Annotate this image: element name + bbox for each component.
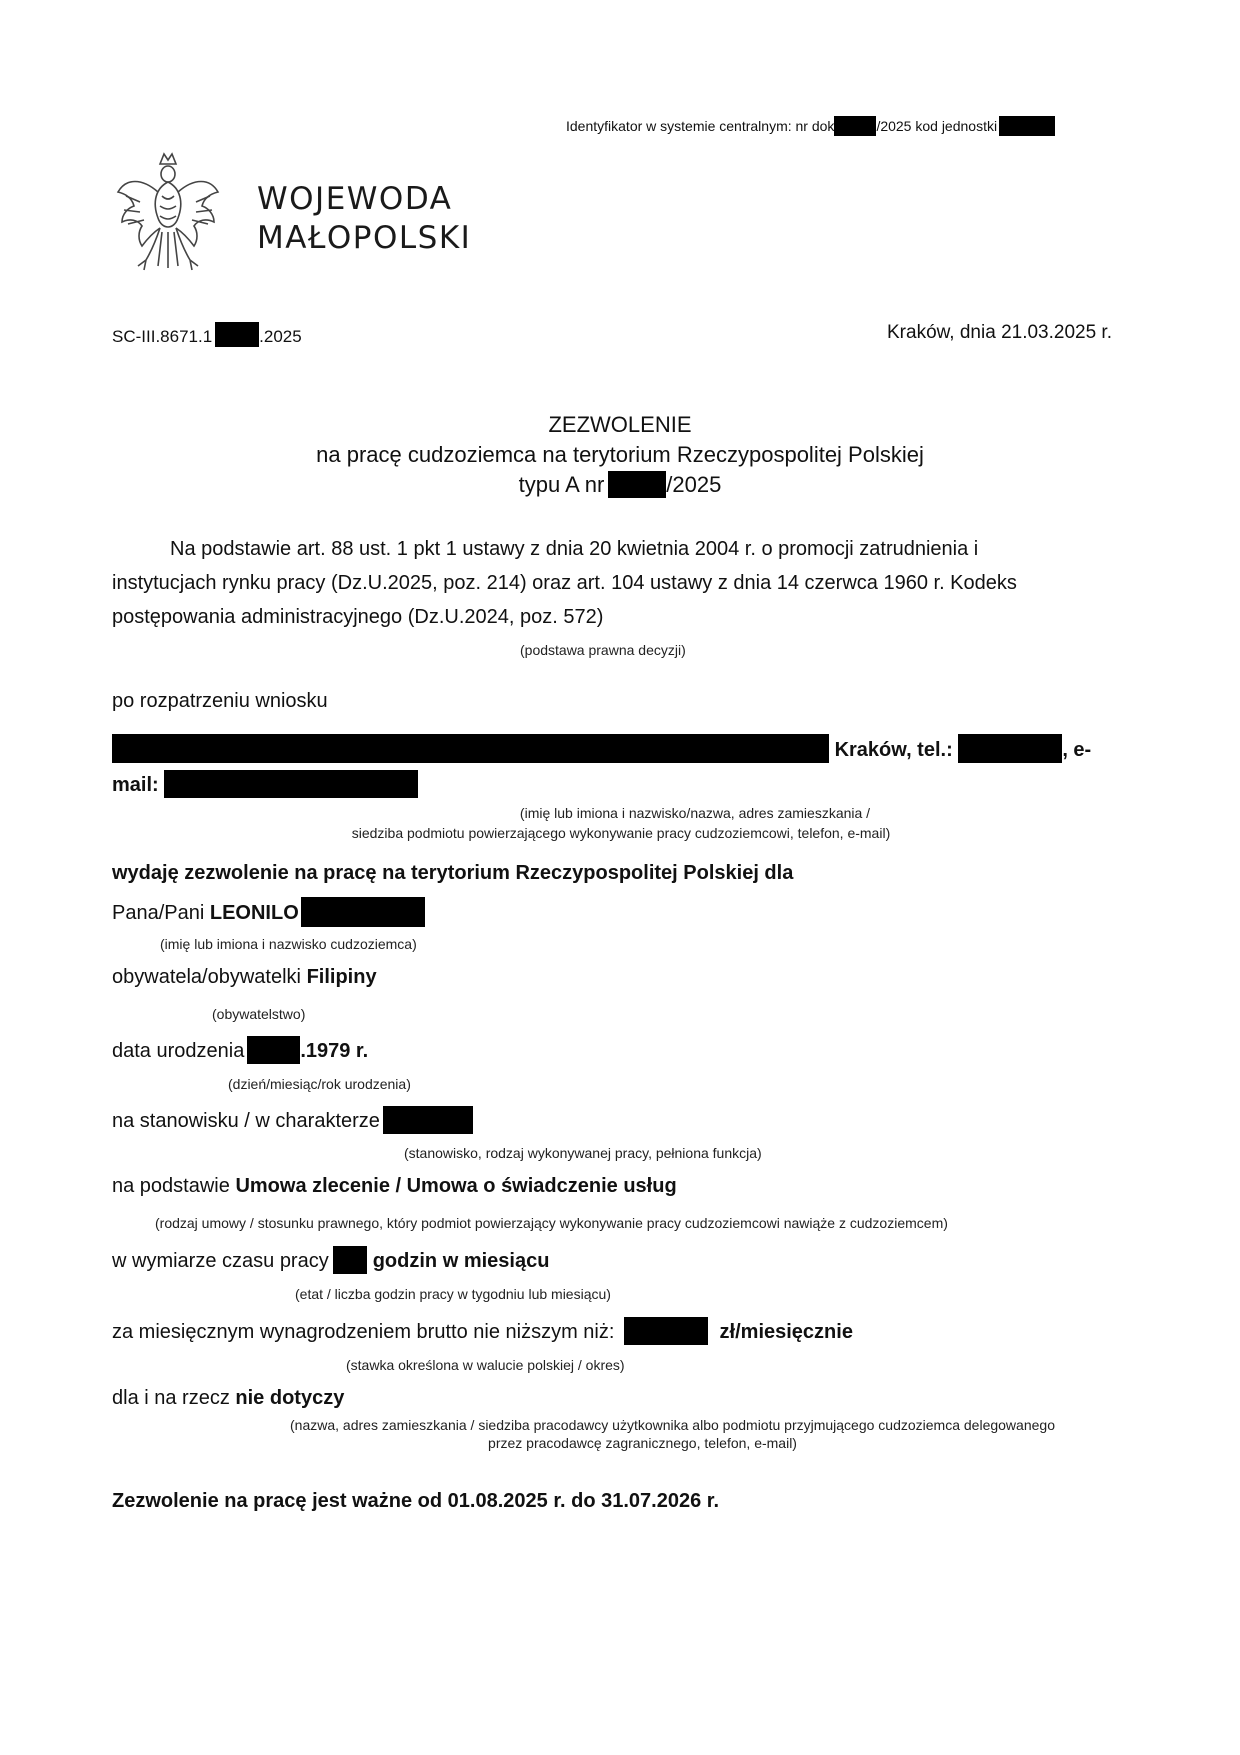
applicant-caption-line-2: siedziba podmiotu powierzającego wykonywanie pracy cudzoziemcowi, telefon, e-mail) <box>351 825 891 841</box>
user-employer-line <box>112 1387 344 1410</box>
authority-line-2: MAŁOPOLSKI <box>257 220 472 256</box>
applicant-caption <box>0 803 1240 843</box>
identifier-prefix: Identyfikator w systemie centralnym: nr dok <box>566 118 835 134</box>
birth-label: data urodzenia <box>112 1040 245 1062</box>
redacted-birth-day-month <box>247 1036 300 1064</box>
legal-basis-line-2: instytucjach rynku pracy (Dz.U.2025, poz. 214) oraz art. 104 ustawy z dnia 14 czerwca 1960 r. Kodeks <box>112 572 1017 594</box>
birth-caption: (dzień/miesiąc/rok urodzenia) <box>228 1076 411 1092</box>
redacted-document-number <box>834 116 876 136</box>
legal-basis-caption: (podstawa prawna decyzji) <box>520 642 686 658</box>
central-system-identifier <box>566 116 1055 136</box>
hours-caption: (etat / liczba godzin pracy w tygodniu lub miesiącu) <box>295 1286 611 1302</box>
polish-eagle-emblem-icon <box>112 148 224 274</box>
user-employer-label: dla i na rzecz <box>112 1387 230 1409</box>
applicant-caption-line-1: (imię lub imiona i nazwisko/nazwa, adres zamieszkania / <box>519 805 871 821</box>
foreigner-first-name: LEONILO <box>209 902 299 924</box>
redacted-salary <box>624 1317 708 1345</box>
identifier-middle: /2025 kod jednostki <box>876 118 998 134</box>
salary-caption: (stawka określona w walucie polskiej / okres) <box>346 1357 625 1373</box>
title-line-3 <box>0 470 1240 500</box>
name-caption: (imię lub imiona i nazwisko cudzoziemca) <box>160 936 417 952</box>
citizenship-caption: (obywatelstwo) <box>212 1006 306 1022</box>
permit-type-prefix: typu A nr <box>518 472 605 497</box>
title-line-1: ZEZWOLENIE <box>548 412 692 437</box>
user-employer-caption <box>0 1416 1240 1452</box>
birth-year: .1979 r. <box>300 1040 369 1062</box>
hours-unit: godzin w miesiącu <box>372 1250 550 1272</box>
applicant-city-tel: Kraków, tel.: <box>834 739 953 761</box>
issuing-authority <box>257 180 471 258</box>
legal-basis-line-3: postępowania administracyjnego (Dz.U.2024, poz. 572) <box>112 606 604 628</box>
redacted-surname <box>301 897 425 927</box>
validity-prefix: Zezwolenie na pracę jest ważne od <box>112 1490 443 1512</box>
redacted-unit-code <box>999 116 1055 136</box>
validity-to-label: do <box>571 1490 596 1512</box>
name-label: Pana/Pani <box>112 902 205 924</box>
legal-basis <box>112 532 1112 634</box>
application-intro: po rozpatrzeniu wniosku <box>112 690 328 712</box>
validity-from: 01.08.2025 r. <box>447 1490 566 1512</box>
applicant-email-prefix: , e- <box>1062 739 1092 761</box>
applicant-line <box>112 734 1091 763</box>
issue-statement: wydaję zezwolenie na pracę na terytorium Rzeczypospolitej Polskiej dla <box>112 862 794 884</box>
contract-value: Umowa zlecenie / Umowa o świadczenie usług <box>235 1175 677 1197</box>
position-label: na stanowisku / w charakterze <box>112 1110 380 1132</box>
contract-caption: (rodzaj umowy / stosunku prawnego, który podmiot powierzający wykonywanie pracy cudzoziemcowi nawiąże z cudzoziemcem) <box>155 1215 948 1231</box>
title-line-2: na pracę cudzoziemca na terytorium Rzeczypospolitej Polskiej <box>316 442 924 467</box>
redacted-applicant-details <box>112 734 829 763</box>
citizenship-label: obywatela/obywatelki <box>112 966 301 988</box>
position-line <box>112 1106 473 1134</box>
working-hours-line <box>112 1246 549 1274</box>
document-title <box>0 410 1240 500</box>
legal-basis-line-1: Na podstawie art. 88 ust. 1 pkt 1 ustawy z dnia 20 kwietnia 2004 r. o promocji zatrudnienia i <box>170 538 979 560</box>
redacted-hours <box>333 1246 367 1274</box>
contract-label: na podstawie <box>112 1175 230 1197</box>
email-label: mail: <box>112 774 159 796</box>
redacted-position <box>383 1106 473 1134</box>
birth-date-line <box>112 1036 368 1064</box>
redacted-phone <box>958 734 1062 763</box>
salary-label: za miesięcznym wynagrodzeniem brutto nie niższym niż: <box>112 1321 615 1343</box>
citizenship-value: Filipiny <box>306 966 377 988</box>
contract-line <box>112 1175 677 1198</box>
redacted-permit-number <box>608 471 666 498</box>
applicant-email-line <box>112 770 418 798</box>
case-ref-suffix: .2025 <box>259 327 302 346</box>
user-employer-caption-line-2: przez pracodawcę zagranicznego, telefon, e-mail) <box>488 1435 797 1451</box>
case-ref-prefix: SC-III.8671.1 <box>112 327 213 346</box>
citizenship-line <box>112 966 377 989</box>
permit-number-suffix: /2025 <box>666 472 722 497</box>
user-employer-value: nie dotyczy <box>235 1387 345 1409</box>
redacted-email <box>164 770 418 798</box>
salary-unit: zł/miesięcznie <box>719 1321 853 1343</box>
validity-statement <box>112 1490 719 1513</box>
user-employer-caption-line-1: (nazwa, adres zamieszkania / siedziba pracodawcy użytkownika albo podmiotu przyjmującego cudzoziemca delegowanego <box>290 1417 1055 1433</box>
authority-line-1: WOJEWODA <box>257 181 453 217</box>
foreigner-name-line <box>112 897 425 927</box>
salary-line <box>112 1317 853 1345</box>
position-caption: (stanowisko, rodzaj wykonywanej pracy, pełniona funkcja) <box>404 1145 762 1161</box>
place-and-date: Kraków, dnia 21.03.2025 r. <box>887 322 1112 343</box>
hours-label: w wymiarze czasu pracy <box>112 1250 329 1272</box>
case-reference <box>112 322 302 347</box>
redacted-case-number <box>215 322 259 347</box>
validity-to: 31.07.2026 r. <box>601 1490 720 1512</box>
